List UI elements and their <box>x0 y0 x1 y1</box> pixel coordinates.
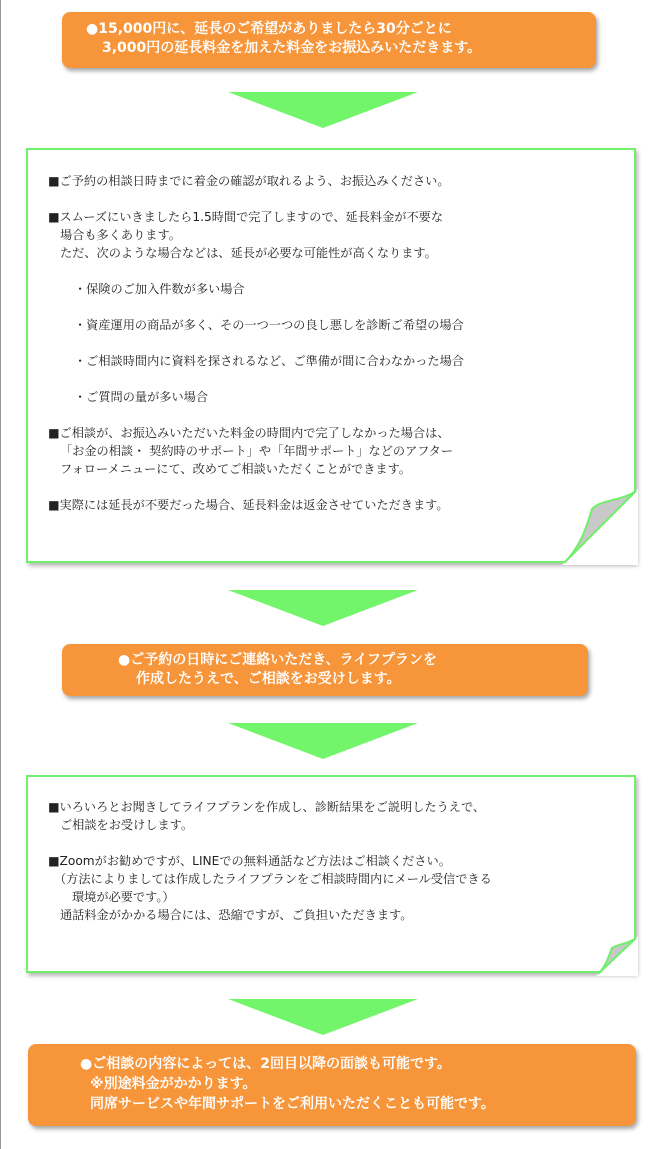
step3-box <box>28 1044 636 1126</box>
note1-paragraph-3-line-2: 「お金の相談・ 契約時のサポート」や「年間サポート」などのアフター <box>60 444 454 458</box>
note1-paragraph-2-line-2: 場合も多くあります。 <box>60 228 181 242</box>
page-frame-line <box>0 0 1 1149</box>
note2-paragraph-2-line-3: 環境が必要です。） <box>72 890 175 904</box>
note1-paragraph-2-line-3: ただ、次のような場合などは、延長が必要な可能性が高くなります。 <box>60 246 437 260</box>
note1-paragraph-3-line-1: ■ご相談が、お振込みいただいた料金の時間内で完了しなかった場合は、 <box>48 426 450 440</box>
down-arrow-icon <box>228 999 418 1035</box>
note1-paragraph-4: ■実際には延長が不要だった場合、延長料金は返金させていただきます。 <box>48 498 449 512</box>
note2-paragraph-1-line-1: ■いろいろとお聞きしてライフプランを作成し、診断結果をご説明したうえで、 <box>48 800 486 814</box>
note1-bullet-1: ・保険のご加入件数が多い場合 <box>74 282 245 296</box>
note1-bullet-3: ・ご相談時間内に資料を探されるなど、ご準備が間に合わなかった場合 <box>74 354 464 368</box>
step1-box <box>62 12 596 68</box>
down-arrow-icon <box>228 590 418 626</box>
step3-line-3: 同席サービスや年間サポートをご利用いただくことも可能です。 <box>90 1096 495 1112</box>
down-arrow-icon <box>228 723 418 759</box>
step2-box <box>62 644 588 696</box>
note2-paragraph-2-line-4: 通話料金がかかる場合には、恐縮ですが、ご負担いただきます。 <box>60 908 413 922</box>
step2-line-1: ●ご予約の日時にご連絡いただき、ライフプランを <box>118 652 437 668</box>
step1-line-2: 3,000円の延長料金を加えた料金をお振込みいただきます。 <box>102 40 482 56</box>
note1-paragraph-2-line-1: ■スムーズにいきましたら1.5時間で完了しますので、延長料金が不要な <box>48 210 444 224</box>
note2-paragraph-2-line-2: （方法によりましては作成したライフプランをご相談時間内にメール受信できる <box>54 872 492 886</box>
step1-line-1: ●15,000円に、延長のご希望がありましたら30分ごとに <box>86 21 452 37</box>
step2-line-2: 作成したうえで、ご相談をお受けします。 <box>136 671 401 687</box>
note2-paragraph-1-line-2: ご相談をお受けします。 <box>60 818 194 832</box>
note1-text <box>48 172 464 514</box>
note2-text <box>48 798 492 924</box>
note1-bullet-2: ・資産運用の商品が多く、その一つ一つの良し悪しを診断ご希望の場合 <box>74 318 464 332</box>
page-curl-icon <box>596 936 638 976</box>
note1-paragraph-1: ■ご予約の相談日時までに着金の確認が取れるよう、お振込みください。 <box>48 174 450 188</box>
note2-paragraph-2-line-1: ■Zoomがお勧めですが、LINEでの無料通話など方法はご相談ください。 <box>48 854 451 868</box>
page-curl-icon <box>562 489 638 565</box>
down-arrow-icon <box>228 92 418 128</box>
step3-line-2: ※別途料金がかかります。 <box>90 1076 257 1092</box>
step3-line-1: ●ご相談の内容によっては、2回目以降の面談も可能です。 <box>80 1056 451 1072</box>
note1-paragraph-3-line-3: フォローメニューにて、改めてご相談いただくことができます。 <box>60 462 411 476</box>
note1-bullet-4: ・ご質問の量が多い場合 <box>74 390 209 404</box>
